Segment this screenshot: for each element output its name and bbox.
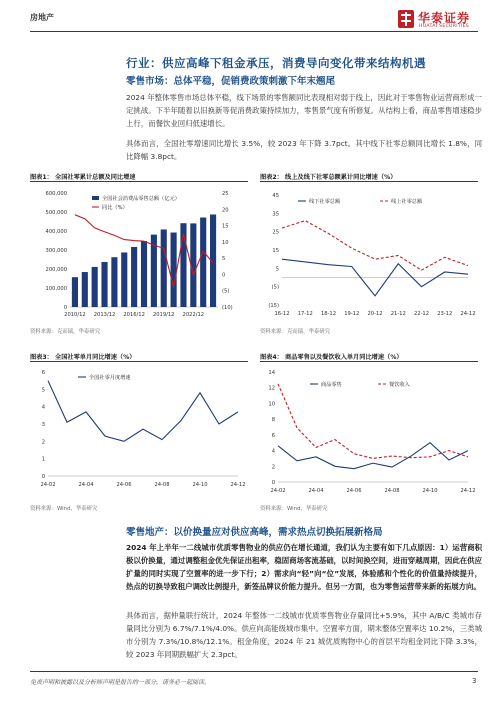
fig1-bar xyxy=(200,218,206,307)
fig2-x-tick: 24-12 xyxy=(460,311,476,317)
fig1-bar xyxy=(161,229,167,307)
fig2-x-tick: 16-12 xyxy=(274,311,290,317)
fig1-x-tick: 2013/12 xyxy=(93,312,116,318)
fig3-y-tick: 6 xyxy=(41,370,45,376)
fig1-y-right-tick: 15 xyxy=(222,223,229,230)
fig1-bar xyxy=(111,257,117,307)
fig2-y-tick: 35 xyxy=(272,211,279,218)
fig4-y-tick: 0 xyxy=(271,480,275,486)
fig3-legend-label: 全国社零月度增速 xyxy=(89,375,131,381)
fig2-x-tick: 18-12 xyxy=(320,311,337,317)
fig1-y-right-tick: 0 xyxy=(222,272,226,279)
footer-divider xyxy=(30,671,478,672)
fig1-y-left-tick: 300,000 xyxy=(45,248,67,254)
paragraph-overview: 2024 年整体零售市场总体平稳，线下场景的零售额同比表现相对弱于线上，因此对于零售物业运营商形成一定挑战。下半年随着以旧换新等促消费政策持续加力，零售景气度有所修复。从结构上看，商品零售增速稳步上行，而餐饮业回归低速增长。 xyxy=(126,93,482,128)
fig3-y-tick: 1 xyxy=(41,456,45,463)
page-number: 3 xyxy=(472,677,477,685)
fig1-y-right-tick: 20 xyxy=(222,207,229,214)
fig1-rule xyxy=(30,181,248,182)
fig3-rule xyxy=(30,361,248,362)
fig3-y-tick: 3 xyxy=(41,422,45,428)
fig2-x-tick: 17-12 xyxy=(297,311,313,317)
fig4-legend-label: 商品零售 xyxy=(321,382,342,388)
fig2-title: 图表2： 线上及线下社零总额累计同比增速（%） xyxy=(260,174,397,181)
fig2-y-tick: 15 xyxy=(272,248,279,254)
brand-name-en: HUATAI SECURITIES xyxy=(419,24,470,29)
fig4-x-tick: 24-04 xyxy=(308,488,324,494)
fig3-x-tick: 24-10 xyxy=(192,482,208,488)
fig2-y-tick: 5 xyxy=(275,266,279,273)
fig3-x-tick: 24-08 xyxy=(154,482,170,488)
section-title: 行业：供应高峰下租金承压，消费导向变化带来结构机遇 xyxy=(126,56,426,70)
fig3-series-line xyxy=(48,381,238,442)
paragraph-retail-reasons: 2024 年上半年一二线城市优质零售物业的供应仍在增长通道，我们认为主要有如下几点原因：1）运营商积极以价换量，通过调整租金优先保证出租率，稳固商场客流基础，以时间换空间，进而穿越周期，因此在供应扩量的同时实现了空置率的进一步下行；2）需求向“轻”向“位”发展，体验感和个性化的价值量持续提升，热点的切换导致租户调改比例提升，新签品牌议价能力提升。但另一方面，也为零售运营带来新的拓展方向。 xyxy=(126,543,482,591)
fig4-y-tick: 14 xyxy=(268,370,275,376)
fig3-source: 资料来源：Wind，华泰研究 xyxy=(30,506,98,512)
paragraph-retail-stats: 具体而言，据仲量联行统计，2024 年整体一二线城市优质零售物业存量同比+5.9%，其中 A/B/C 类城市存量同比分别为 6.7%/7.1%/4.0%。供应向高能级城市集中。空置率方面，期末整体空置率达 10.2%，三类城市分别为 7.3%/10.8%/12.1%。租金角度，2024 年 21 城优质购物中心的首层平均租金同比下降 3.3%，较 2023 年同期跌幅扩大 2.3pct。 xyxy=(126,611,482,659)
fig4-title: 图表4： 商品零售以及餐饮收入单月同比增速（%） xyxy=(260,354,403,361)
fig3-y-tick: 0 xyxy=(41,474,45,480)
fig1-source: 资料来源：克而瑞，华泰研究 xyxy=(30,329,101,335)
fig1-bar xyxy=(171,233,177,307)
fig1-bar xyxy=(82,272,88,307)
fig2-y-tick: 45 xyxy=(272,193,279,199)
fig3-chart xyxy=(30,364,248,492)
fig1-x-tick: 2019/12 xyxy=(152,312,175,318)
fig4-y-tick: 12 xyxy=(268,385,275,392)
fig2-x-tick: 21-12 xyxy=(390,311,406,317)
fig4-y-tick: 4 xyxy=(271,448,275,455)
fig1-x-tick: 2016/12 xyxy=(123,312,145,318)
fig3-x-tick: 24-12 xyxy=(230,482,246,488)
brand-mark-icon xyxy=(398,10,414,28)
fig4-source: 资料来源：Wind，华泰研究 xyxy=(260,506,328,512)
fig4-y-tick: 2 xyxy=(271,464,275,471)
fig4-x-tick: 24-08 xyxy=(384,488,400,494)
fig2-rule xyxy=(260,181,478,182)
fig4-series-line xyxy=(278,443,468,469)
fig1-y-right-tick: 5 xyxy=(222,256,226,263)
fig3-x-tick: 24-04 xyxy=(78,482,94,488)
fig1-bar xyxy=(141,241,147,307)
brand-name-cn: 华泰证券 xyxy=(418,11,471,25)
fig2-x-tick: 22-12 xyxy=(413,311,430,317)
report-section-label: 房地产 xyxy=(30,13,54,22)
fig1-x-tick: 2022/12 xyxy=(182,312,205,318)
fig4-x-tick: 24-12 xyxy=(460,488,476,494)
paragraph-detail: 具体而言，全国社零增速同比增长 3.5%，较 2023 年下降 3.7pct。其中线下社零总额同比增长 1.8%，同比降幅 3.8pct。 xyxy=(126,139,482,161)
fig4-y-tick: 10 xyxy=(268,401,275,408)
fig2-x-tick: 20-12 xyxy=(367,311,383,317)
fig4-x-tick: 24-10 xyxy=(422,488,438,494)
fig1-y-right-tick: (10) xyxy=(222,305,233,311)
fig2-y-tick: (5) xyxy=(271,284,279,291)
fig4-legend-label: 餐饮收入 xyxy=(389,382,410,388)
fig3-x-tick: 24-02 xyxy=(40,482,56,488)
fig1-chart xyxy=(30,185,248,323)
fig3-y-tick: 4 xyxy=(41,404,45,411)
fig1-y-right-tick: 25 xyxy=(222,191,229,197)
fig4-x-tick: 24-02 xyxy=(270,488,286,494)
fig1-title: 图表1： 全国社零累计总额及同比增速 xyxy=(30,174,136,181)
section-subtitle: 零售市场：总体平稳，促销费政策刺激下年末翘尾 xyxy=(126,76,336,87)
fig1-y-left-tick: 100,000 xyxy=(45,286,67,292)
retail-section-title: 零售地产：以价换量应对供应高峰，需求热点切换拓展新格局 xyxy=(126,527,383,538)
fig2-x-tick: 19-12 xyxy=(344,311,360,317)
fig1-legend-swatch-bar xyxy=(92,196,99,200)
fig1-y-left-tick: 600,000 xyxy=(45,191,67,197)
disclaimer-note: 免责声明和披露以及分析师声明是报告的一部分，请务必一起阅读。 xyxy=(30,679,211,686)
fig1-legend-label: 同比（%） xyxy=(102,205,128,211)
header-divider xyxy=(30,31,478,32)
fig1-y-left-tick: 400,000 xyxy=(45,229,67,235)
fig4-rule xyxy=(260,361,478,362)
fig1-bar xyxy=(131,247,137,307)
fig1-bar xyxy=(121,252,127,307)
fig2-source: 资料来源：克而瑞，华泰研究 xyxy=(260,329,331,335)
fig4-y-tick: 6 xyxy=(271,432,275,439)
fig2-chart xyxy=(260,185,478,323)
fig4-chart xyxy=(260,364,478,500)
fig1-y-left-tick: 500,000 xyxy=(45,210,67,216)
fig1-bar xyxy=(92,267,98,307)
fig3-y-tick: 2 xyxy=(41,439,45,446)
fig1-y-right-tick: 10 xyxy=(222,239,229,246)
fig1-legend-label: 全国社会消费品零售总额（亿元） xyxy=(102,196,180,202)
fig2-x-tick: 23-12 xyxy=(437,311,453,317)
fig1-y-left-tick: 0 xyxy=(63,305,67,311)
fig3-x-tick: 24-06 xyxy=(116,482,132,488)
fig4-series-line xyxy=(278,384,468,459)
fig2-legend-label: 线下社零总额 xyxy=(309,199,341,205)
fig1-y-right-tick: (5) xyxy=(222,288,230,295)
fig1-bar xyxy=(101,262,107,307)
fig4-y-tick: 8 xyxy=(271,417,275,424)
fig2-legend-label: 线上社零总额 xyxy=(391,199,423,205)
fig1-bar xyxy=(72,277,78,307)
fig4-x-tick: 24-06 xyxy=(346,488,362,494)
fig2-y-tick: (15) xyxy=(268,303,279,309)
fig1-y-left-tick: 200,000 xyxy=(45,267,67,273)
fig3-y-tick: 5 xyxy=(41,387,45,394)
fig1-x-tick: 2010/12 xyxy=(64,312,86,318)
fig3-title: 图表3： 全国社零单月同比增速（%） xyxy=(30,354,136,361)
fig2-y-tick: 25 xyxy=(272,229,279,236)
